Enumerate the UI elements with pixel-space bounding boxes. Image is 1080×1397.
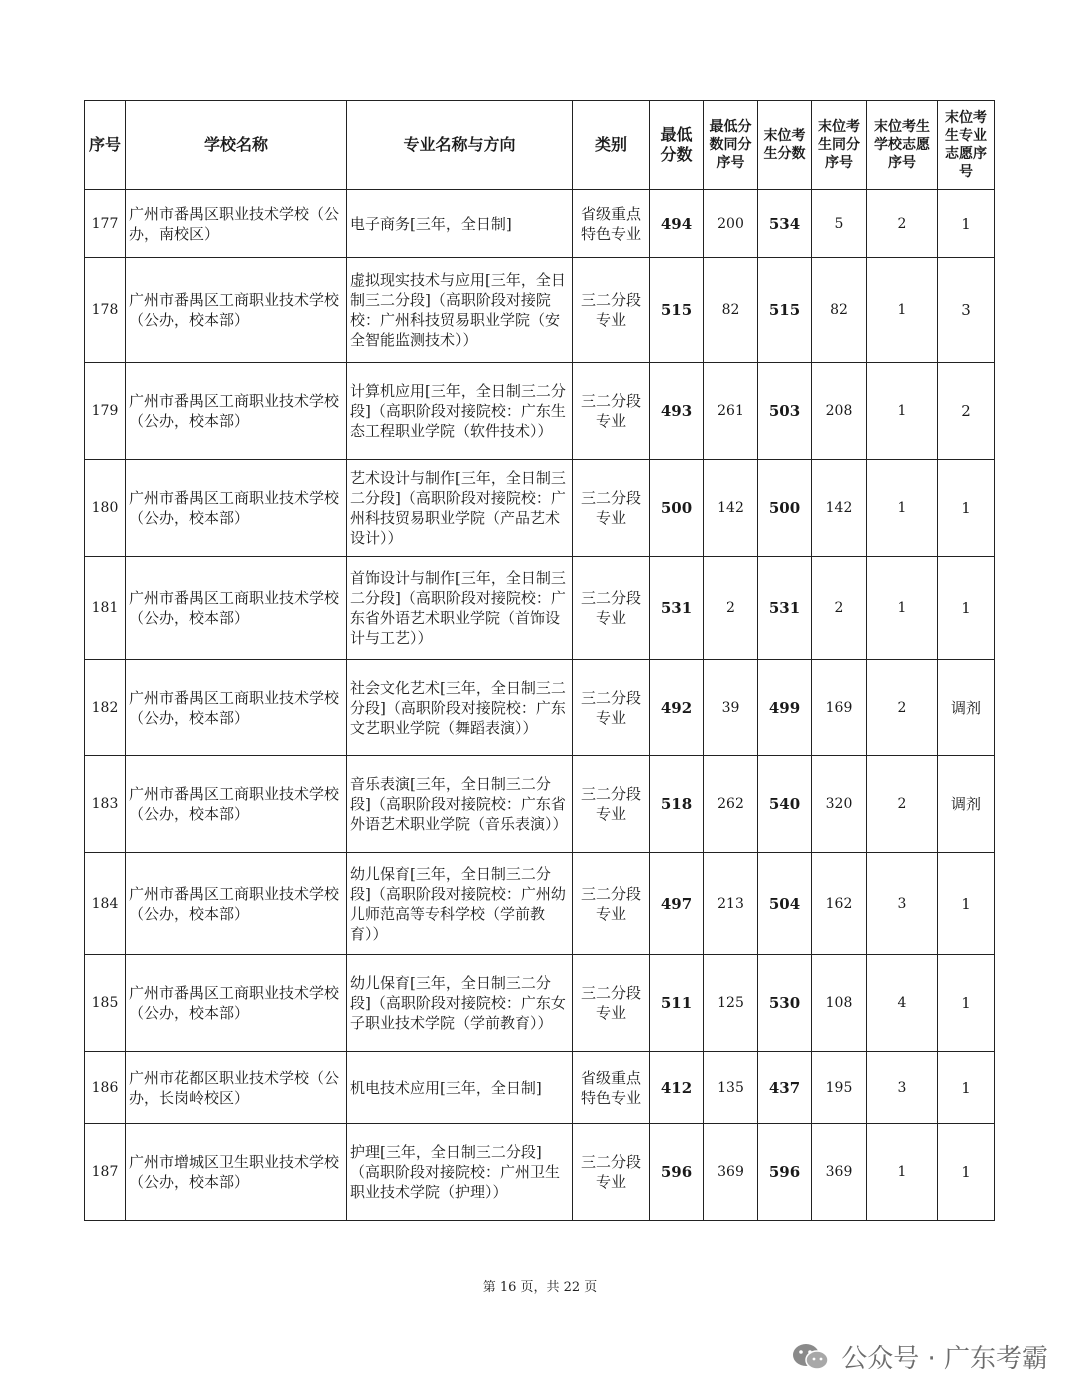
cell-last-major-pref: 3 <box>938 258 995 363</box>
cell-school-name: 广州市花都区职业技术学校（公办，长岗岭校区） <box>126 1052 347 1124</box>
cell-min-score: 531 <box>650 557 704 660</box>
cell-min-score: 494 <box>650 190 704 258</box>
wechat-icon <box>791 1342 831 1372</box>
cell-school-name: 广州市番禺区工商职业技术学校（公办，校本部） <box>126 557 347 660</box>
table-row <box>85 460 995 557</box>
cell-index: 184 <box>85 853 126 955</box>
cell-last-major-pref: 调剂 <box>938 660 995 756</box>
cell-last-score: 499 <box>758 660 812 756</box>
cell-index: 183 <box>85 756 126 853</box>
cell-school-name: 广州市番禺区工商职业技术学校（公办，校本部） <box>126 853 347 955</box>
cell-category: 三二分段专业 <box>573 955 650 1052</box>
table-row <box>85 1124 995 1221</box>
cell-min-score-rank: 213 <box>704 853 758 955</box>
cell-last-score: 503 <box>758 363 812 460</box>
cell-last-school-pref: 1 <box>867 258 938 363</box>
watermark <box>791 1338 1048 1375</box>
cell-min-score: 518 <box>650 756 704 853</box>
cell-school-name: 广州市番禺区工商职业技术学校（公办，校本部） <box>126 955 347 1052</box>
table-row <box>85 853 995 955</box>
cell-last-school-pref: 1 <box>867 363 938 460</box>
table-row <box>85 660 995 756</box>
cell-last-score-rank: 369 <box>812 1124 867 1221</box>
cell-last-score-rank: 162 <box>812 853 867 955</box>
cell-min-score-rank: 125 <box>704 955 758 1052</box>
cell-category: 三二分段专业 <box>573 853 650 955</box>
admission-score-table <box>84 100 995 1221</box>
cell-last-score-rank: 82 <box>812 258 867 363</box>
header-last-school-pref: 末位考生学校志愿序号 <box>867 101 938 190</box>
cell-last-score: 531 <box>758 557 812 660</box>
cell-last-major-pref: 2 <box>938 363 995 460</box>
cell-min-score: 493 <box>650 363 704 460</box>
cell-min-score-rank: 135 <box>704 1052 758 1124</box>
cell-last-score-rank: 5 <box>812 190 867 258</box>
cell-major-name: 虚拟现实技术与应用[三年，全日制三二分段]（高职阶段对接院校：广州科技贸易职业学院（安全智能监测技术）） <box>347 258 573 363</box>
cell-major-name: 社会文化艺术[三年，全日制三二分段]（高职阶段对接院校：广东文艺职业学院（舞蹈表演）） <box>347 660 573 756</box>
cell-category: 三二分段专业 <box>573 660 650 756</box>
cell-min-score: 412 <box>650 1052 704 1124</box>
cell-category: 三二分段专业 <box>573 756 650 853</box>
cell-index: 181 <box>85 557 126 660</box>
cell-last-score: 534 <box>758 190 812 258</box>
cell-index: 187 <box>85 1124 126 1221</box>
watermark-text: 公众号 · 广东考霸 <box>841 1344 1048 1374</box>
cell-last-major-pref: 1 <box>938 1124 995 1221</box>
cell-last-score-rank: 320 <box>812 756 867 853</box>
cell-major-name: 机电技术应用[三年，全日制] <box>347 1052 573 1124</box>
cell-major-name: 计算机应用[三年，全日制三二分段]（高职阶段对接院校：广东生态工程职业学院（软件技术）） <box>347 363 573 460</box>
cell-school-name: 广州市番禺区职业技术学校（公办，南校区） <box>126 190 347 258</box>
cell-category: 三二分段专业 <box>573 460 650 557</box>
cell-last-school-pref: 2 <box>867 660 938 756</box>
cell-last-school-pref: 3 <box>867 853 938 955</box>
cell-min-score-rank: 2 <box>704 557 758 660</box>
cell-index: 179 <box>85 363 126 460</box>
cell-last-school-pref: 1 <box>867 557 938 660</box>
cell-school-name: 广州市番禺区工商职业技术学校（公办，校本部） <box>126 363 347 460</box>
table-row <box>85 955 995 1052</box>
cell-school-name: 广州市增城区卫生职业技术学校（公办，校本部） <box>126 1124 347 1221</box>
cell-last-major-pref: 1 <box>938 190 995 258</box>
cell-min-score-rank: 39 <box>704 660 758 756</box>
cell-last-school-pref: 2 <box>867 190 938 258</box>
cell-min-score-rank: 200 <box>704 190 758 258</box>
header-category: 类别 <box>573 101 650 190</box>
cell-major-name: 护理[三年，全日制三二分段]（高职阶段对接院校：广州卫生职业技术学院（护理）） <box>347 1124 573 1221</box>
cell-last-school-pref: 3 <box>867 1052 938 1124</box>
cell-min-score: 492 <box>650 660 704 756</box>
cell-index: 186 <box>85 1052 126 1124</box>
cell-last-major-pref: 1 <box>938 853 995 955</box>
cell-min-score: 515 <box>650 258 704 363</box>
cell-major-name: 音乐表演[三年，全日制三二分段]（高职阶段对接院校：广东省外语艺术职业学院（音乐表演）） <box>347 756 573 853</box>
table-row <box>85 756 995 853</box>
cell-min-score: 596 <box>650 1124 704 1221</box>
header-major-name: 专业名称与方向 <box>347 101 573 190</box>
cell-last-score: 515 <box>758 258 812 363</box>
cell-last-score: 530 <box>758 955 812 1052</box>
cell-school-name: 广州市番禺区工商职业技术学校（公办，校本部） <box>126 460 347 557</box>
cell-min-score: 511 <box>650 955 704 1052</box>
cell-min-score-rank: 82 <box>704 258 758 363</box>
cell-major-name: 幼儿保育[三年，全日制三二分段]（高职阶段对接院校：广东女子职业技术学院（学前教育）） <box>347 955 573 1052</box>
cell-index: 177 <box>85 190 126 258</box>
table-row <box>85 1052 995 1124</box>
cell-school-name: 广州市番禺区工商职业技术学校（公办，校本部） <box>126 258 347 363</box>
table-row <box>85 190 995 258</box>
cell-last-score: 500 <box>758 460 812 557</box>
cell-major-name: 艺术设计与制作[三年，全日制三二分段]（高职阶段对接院校：广州科技贸易职业学院（产品艺术设计）） <box>347 460 573 557</box>
cell-last-school-pref: 4 <box>867 955 938 1052</box>
cell-last-major-pref: 1 <box>938 955 995 1052</box>
cell-last-major-pref: 1 <box>938 460 995 557</box>
cell-last-score-rank: 142 <box>812 460 867 557</box>
cell-last-score-rank: 2 <box>812 557 867 660</box>
cell-min-score-rank: 261 <box>704 363 758 460</box>
cell-min-score: 500 <box>650 460 704 557</box>
header-min-score-rank: 最低分数同分序号 <box>704 101 758 190</box>
cell-last-score: 437 <box>758 1052 812 1124</box>
cell-index: 185 <box>85 955 126 1052</box>
cell-min-score-rank: 369 <box>704 1124 758 1221</box>
cell-category: 三二分段专业 <box>573 258 650 363</box>
cell-last-major-pref: 调剂 <box>938 756 995 853</box>
cell-last-school-pref: 1 <box>867 1124 938 1221</box>
cell-major-name: 电子商务[三年，全日制] <box>347 190 573 258</box>
cell-category: 省级重点特色专业 <box>573 1052 650 1124</box>
cell-min-score: 497 <box>650 853 704 955</box>
cell-index: 182 <box>85 660 126 756</box>
header-min-score: 最低分数 <box>650 101 704 190</box>
cell-school-name: 广州市番禺区工商职业技术学校（公办，校本部） <box>126 660 347 756</box>
table-row <box>85 363 995 460</box>
header-last-major-pref: 末位考生专业志愿序号 <box>938 101 995 190</box>
header-index: 序号 <box>85 101 126 190</box>
cell-last-score: 540 <box>758 756 812 853</box>
cell-min-score-rank: 262 <box>704 756 758 853</box>
cell-last-score-rank: 169 <box>812 660 867 756</box>
cell-last-score-rank: 195 <box>812 1052 867 1124</box>
table-body <box>85 190 995 1221</box>
cell-last-score: 504 <box>758 853 812 955</box>
header-last-score-rank: 末位考生同分序号 <box>812 101 867 190</box>
cell-min-score-rank: 142 <box>704 460 758 557</box>
header-school-name: 学校名称 <box>126 101 347 190</box>
cell-category: 三二分段专业 <box>573 363 650 460</box>
cell-last-score-rank: 108 <box>812 955 867 1052</box>
cell-last-major-pref: 1 <box>938 1052 995 1124</box>
cell-last-school-pref: 1 <box>867 460 938 557</box>
header-last-score: 末位考生分数 <box>758 101 812 190</box>
cell-major-name: 首饰设计与制作[三年，全日制三二分段]（高职阶段对接院校：广东省外语艺术职业学院（首饰设计与工艺）） <box>347 557 573 660</box>
cell-last-score: 596 <box>758 1124 812 1221</box>
cell-index: 178 <box>85 258 126 363</box>
table-row <box>85 258 995 363</box>
cell-category: 省级重点特色专业 <box>573 190 650 258</box>
table-header-row <box>85 101 995 190</box>
cell-last-major-pref: 1 <box>938 557 995 660</box>
cell-category: 三二分段专业 <box>573 557 650 660</box>
table-row <box>85 557 995 660</box>
cell-category: 三二分段专业 <box>573 1124 650 1221</box>
cell-major-name: 幼儿保育[三年，全日制三二分段]（高职阶段对接院校：广州幼儿师范高等专科学校（学前教育）） <box>347 853 573 955</box>
cell-last-score-rank: 208 <box>812 363 867 460</box>
cell-index: 180 <box>85 460 126 557</box>
cell-school-name: 广州市番禺区工商职业技术学校（公办，校本部） <box>126 756 347 853</box>
page-number: 第 16 页，共 22 页 <box>482 1280 598 1295</box>
cell-last-school-pref: 2 <box>867 756 938 853</box>
